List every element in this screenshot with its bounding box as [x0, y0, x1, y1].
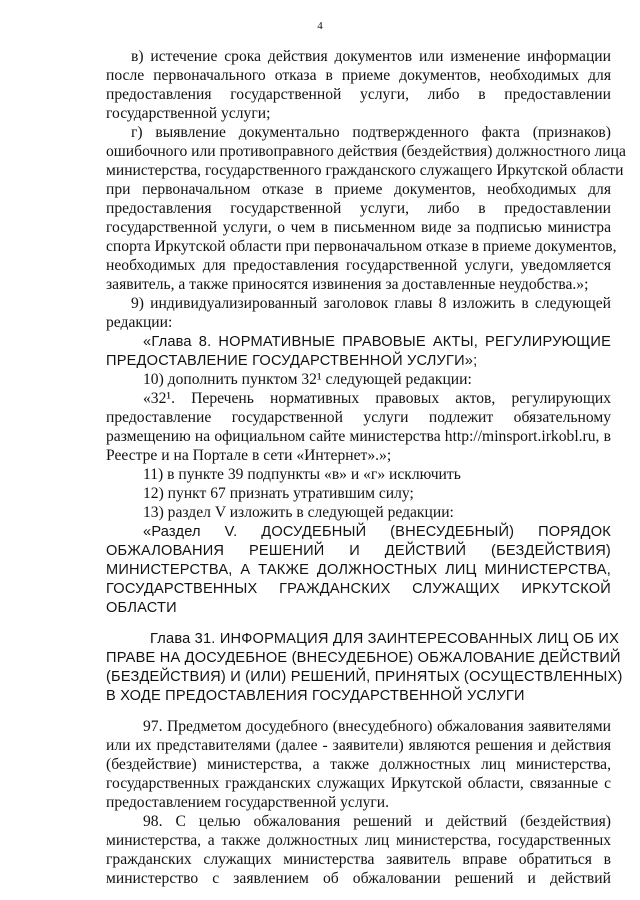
text-line: 12) пункт 67 признать утратившим силу; [143, 485, 414, 502]
text-line: или их представителями (далее - заявители) являются решения и действия [106, 737, 611, 754]
text-line: спорта Иркутской области при первоначальном отказе в приеме документов, [106, 238, 617, 255]
text-line: (бездействие) министерства, а также должностных лиц министерства, [106, 756, 611, 773]
section-heading-line: ОБЖАЛОВАНИЯ РЕШЕНИЙ И ДЕЙСТВИЙ (БЕЗДЕЙСТВИЯ) [106, 543, 611, 559]
section-heading-line: «Раздел V. ДОСУДЕБНЫЙ (ВНЕСУДЕБНЫЙ) ПОРЯДОК [143, 524, 611, 540]
text-line: 10) дополнить пунктом 32¹ следующей редакции: [143, 371, 472, 388]
text-line: «32¹. Перечень нормативных правовых актов, регулирующих [143, 390, 611, 407]
text-line: Реестре и на Портале в сети «Интернет».»; [106, 447, 392, 464]
text-line: предоставлением государственной услуги. [106, 794, 390, 811]
text-line: предоставления государственной услуги, либо в предоставлении [106, 86, 611, 103]
text-line: министерство с заявлением об обжаловании решений и действий [106, 870, 611, 887]
text-line: государственной услуги, о чем в письменном виде за подписью министра [106, 219, 611, 236]
text-line: министерства, а также должностных лиц министерства, государственных [106, 832, 611, 849]
chapter-heading-line: «Глава 8. НОРМАТИВНЫЕ ПРАВОВЫЕ АКТЫ, РЕГУЛИРУЮЩИЕ [143, 334, 611, 350]
chapter-heading-line: Глава 31. ИНФОРМАЦИЯ ДЛЯ ЗАИНТЕРЕСОВАННЫХ ЛИЦ ОБ ИХ [150, 631, 620, 647]
text-line: предоставление государственной услуги подлежит обязательному [106, 409, 611, 426]
text-line: 97. Предметом досудебного (внесудебного) обжалования заявителями [143, 718, 611, 735]
text-line: в) истечение срока действия документов или изменение информации [131, 48, 611, 65]
text-line: 98. С целью обжалования решений и действий (бездействия) [143, 813, 611, 830]
chapter-heading-line: ПРЕДОСТАВЛЕНИЕ ГОСУДАРСТВЕННОЙ УСЛУГИ»; [106, 353, 478, 369]
text-line: государственной услуги; [106, 105, 271, 122]
text-line: необходимых для предоставления государственной услуги, уведомляется [106, 257, 611, 274]
text-line: после первоначального отказа в приеме документов, необходимых для [106, 67, 611, 84]
text-line: размещению на официальном сайте министерства http://minsport.irkobl.ru, в [106, 428, 611, 445]
chapter-heading-line: ПРАВЕ НА ДОСУДЕБНОЕ (ВНЕСУДЕБНОЕ) ОБЖАЛОВАНИЕ ДЕЙСТВИЙ [106, 650, 621, 666]
text-line: 13) раздел V изложить в следующей редакции: [143, 504, 454, 521]
section-heading-line: МИНИСТЕРСТВА, А ТАКЖЕ ДОЛЖНОСТНЫХ ЛИЦ МИНИСТЕРСТВА, [106, 562, 611, 578]
text-line: государственных гражданских служащих Иркутской области, связанные с [106, 775, 611, 792]
text-line: при первоначальном отказе в приеме документов, необходимых для [106, 181, 611, 198]
text-line: гражданских служащих министерства заявитель вправе обратиться в [106, 851, 611, 868]
text-line: г) выявление документально подтвержденного факта (признаков) [131, 124, 611, 141]
text-line: заявитель, а также приносятся извинения за доставленные неудобства.»; [106, 276, 589, 293]
section-heading-line: ГОСУДАРСТВЕННЫХ ГРАЖДАНСКИХ СЛУЖАЩИХ ИРКУТСКОЙ [106, 581, 611, 597]
text-line: 9) индивидуализированный заголовок главы 8 изложить в следующей [131, 295, 611, 312]
text-line: предоставления государственной услуги, либо в предоставлении [106, 200, 611, 217]
section-heading-line: ОБЛАСТИ [106, 600, 177, 616]
text-line: министерства, государственного гражданского служащего Иркутской области [106, 162, 624, 179]
text-line: ошибочного или противоправного действия (бездействия) должностного лица [106, 143, 626, 160]
chapter-heading-line: (БЕЗДЕЙСТВИЯ) И (ИЛИ) РЕШЕНИЙ, ПРИНЯТЫХ (ОСУЩЕСТВЛЕННЫХ) [106, 669, 623, 685]
page-number: 4 [317, 20, 323, 32]
chapter-heading-line: В ХОДЕ ПРЕДОСТАВЛЕНИЯ ГОСУДАРСТВЕННОЙ УСЛУГИ [106, 688, 525, 704]
text-line: 11) в пункте 39 подпункты «в» и «г» исключить [143, 466, 461, 483]
text-line: редакции: [106, 314, 173, 331]
